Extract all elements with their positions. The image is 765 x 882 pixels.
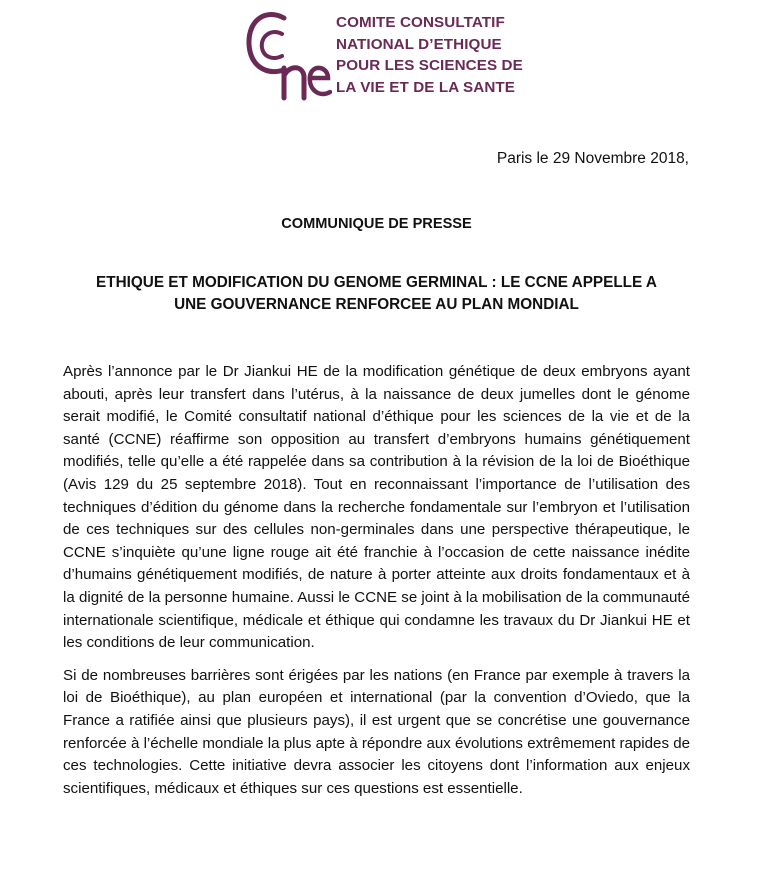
ccne-logo	[244, 6, 332, 104]
press-release-body	[63, 361, 690, 810]
org-line-2: NATIONAL D’ETHIQUE	[336, 35, 502, 53]
press-release-title	[40, 272, 713, 316]
title-line-1: ETHIQUE ET MODIFICATION DU GENOME GERMINAL : LE CCNE APPELLE A	[96, 274, 657, 291]
title-line-2: UNE GOUVERNANCE RENFORCEE AU PLAN MONDIAL	[174, 296, 579, 313]
organization-name	[336, 12, 556, 98]
body-paragraph-1: Après l’annonce par le Dr Jiankui HE de la modification génétique de deux embryons ayant abouti, après leur transfert dans l’utérus, à la naissance de deux jumelles dont le génome serait modifié, le Comité consultatif national d’éthique pour les sciences de la vie et de la santé (CCNE) réaffirme son opposition au transfert d’embryons humains génétiquement modifiés, telle qu’elle a été rappelée dans sa contribution à la révision de la loi de Bioéthique (Avis 129 du 25 septembre 2018). Tout en reconnaissant l’importance de l’utilisation des techniques d’édition du génome dans la recherche fondamentale sur l’embryon et l’utilisation de ces techniques sur des cellules non-germinales dans une perspective thérapeutique, le CCNE s’inquiète qu’une ligne rouge ait été franchie à l’occasion de cette naissance inédite d’humains génétiquement modifiés, de nature à porter atteinte aux droits fondamentaux et à la dignité de la personne humaine. Aussi le CCNE se joint à la mobilisation de la communauté internationale scientifique, médicale et éthique qui condamne les travaux du Dr Jiankui HE et les conditions de leur communication.	[63, 363, 690, 652]
letterhead	[244, 6, 544, 104]
body-paragraph-2: Si de nombreuses barrières sont érigées par les nations (en France par exemple à travers la loi de Bioéthique), au plan européen et international (par la convention d’Oviedo, que la France a ratifiée ainsi que plusieurs pays), il est urgent que se concrétise une gouvernance renforcée à l’échelle mondiale la plus apte à répondre aux évolutions extrêmement rapides de ces technologies. Cette initiative devra associer les citoyens dont l’information aux enjeux scientifiques, médicaux et éthiques sur ces questions est essentielle.	[63, 666, 690, 797]
org-line-1: COMITE CONSULTATIF	[336, 14, 505, 31]
org-line-3: POUR LES SCIENCES DE	[336, 57, 523, 74]
org-line-4: LA VIE ET DE LA SANTE	[336, 78, 516, 96]
press-release-label: COMMUNIQUE DE PRESSE	[281, 216, 472, 232]
document-date: Paris le 29 Novembre 2018,	[496, 150, 689, 167]
